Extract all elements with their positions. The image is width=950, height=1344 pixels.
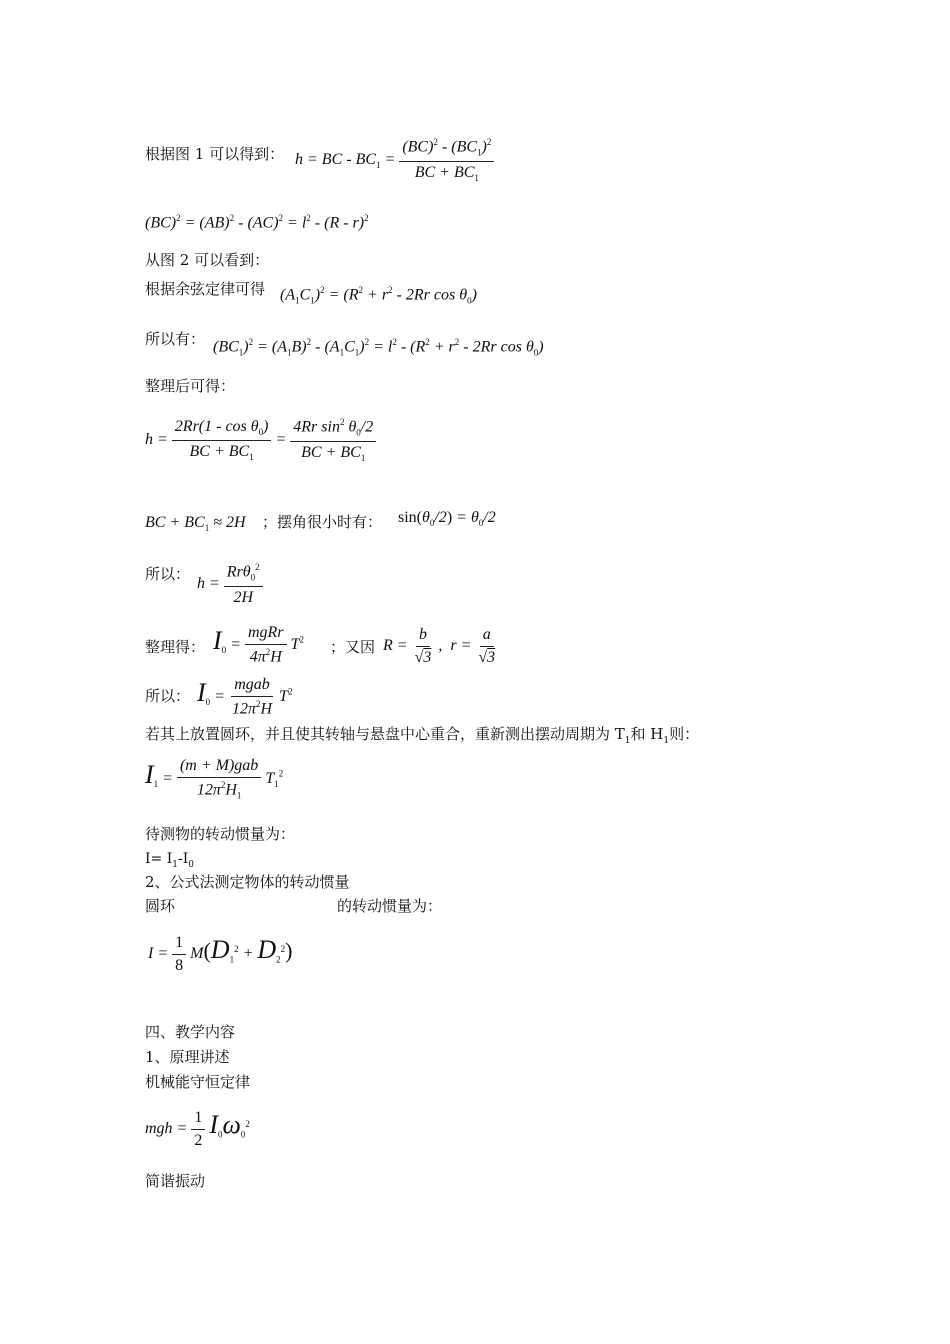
formula-bc1-squared: $(BC_1)^2 = (A_1B)^2 - (A_1C_1)^2 = l^2 - (R^2 + r^2 - 2Rr$ $\cos \theta_0$) bbox=[213, 337, 544, 358]
formula-bc-squared: $(BC)^2 = (AB)^2 - (AC)^2 = l^2 - (R - r)^2$ bbox=[145, 213, 369, 232]
text-line: ；又因 bbox=[330, 638, 376, 656]
formula-sin-approx: $\sin(\theta_0/2) = \theta_0/2$ bbox=[398, 509, 496, 529]
text-line: 圆环 bbox=[145, 897, 176, 915]
text-line: 整理后可得： bbox=[145, 377, 236, 395]
formula-radii: R = $\frac{b}{√3}$ , r = $\frac{a}{√3}$ bbox=[383, 626, 496, 666]
text-line: 所以： bbox=[145, 565, 191, 583]
text-line: $I= I_1-I_0$ bbox=[145, 851, 194, 870]
formula-i1: $I_1$ = $\frac{\text{(m + M)gab}}{12\pi^2H_1}$ $T_1^2$ bbox=[145, 757, 284, 801]
section-heading: 1、原理讲述 bbox=[145, 1048, 230, 1066]
text-line: 从图 2 可以看到： bbox=[145, 251, 270, 269]
formula-ring-inertia: I = $\frac{1}{8}$ $M(D_1^2 + D_2^2)$ bbox=[148, 934, 293, 974]
text-line: 简谐振动 bbox=[145, 1172, 206, 1190]
text-line: 整理得： bbox=[145, 638, 206, 656]
text-line: 的转动惯量为： bbox=[337, 897, 443, 915]
text-line: 若其上放置圆环，并且使其转轴与悬盘中心重合，重新测出摆动周期为 $T_1$和 $H_1$则： bbox=[145, 725, 700, 746]
text-line: ；摆角很小时有： bbox=[262, 513, 383, 531]
formula-energy: mgh = $\frac{1}{2}$ $I_0\omega_0^2$ bbox=[145, 1109, 250, 1149]
formula-i0-general: $I_0$ = $\frac{\text{mgRr}}{4\pi^2H}$ $T^2$ bbox=[213, 624, 304, 666]
text-line: 机械能守恒定律 bbox=[145, 1073, 251, 1091]
text-line: 所以： bbox=[145, 687, 191, 705]
section-heading: 2、公式法测定物体的转动惯量 bbox=[145, 873, 350, 891]
formula-h: h = BC - $BC_1$ = $\frac{(BC)^2 - (BC_1)^2}{BC + BC_1}$ bbox=[295, 138, 494, 183]
formula-h-small: h = $\frac{Rr\theta_0^2}{2H}$ bbox=[197, 563, 263, 606]
section-heading: 四、教学内容 bbox=[145, 1023, 236, 1041]
formula-cosine-law: $(A_1C_1)^2 = (R^2 + r^2 - 2Rr$ $\cos \theta_0$) bbox=[280, 285, 477, 306]
text-line: 待测物的转动惯量为： bbox=[145, 825, 296, 843]
formula-i0: $I_0$ = $\frac{\text{mgab}}{12\pi^2H}$ $T^2$ bbox=[197, 676, 293, 718]
text-line: 所以有： bbox=[145, 330, 206, 348]
text-line: 根据余弦定律可得 bbox=[145, 280, 266, 298]
text-line: 根据图 1 可以得到： bbox=[145, 145, 285, 163]
formula-approx: BC + $BC_1 \approx 2H$ bbox=[145, 514, 246, 534]
formula-h-expanded: h = $\frac{2Rr(1 - \cos \theta_0)}{BC + BC_1}$ = $\frac{4Rr \sin^2 \theta_0/2}{BC + BC_1}$ bbox=[145, 418, 376, 463]
